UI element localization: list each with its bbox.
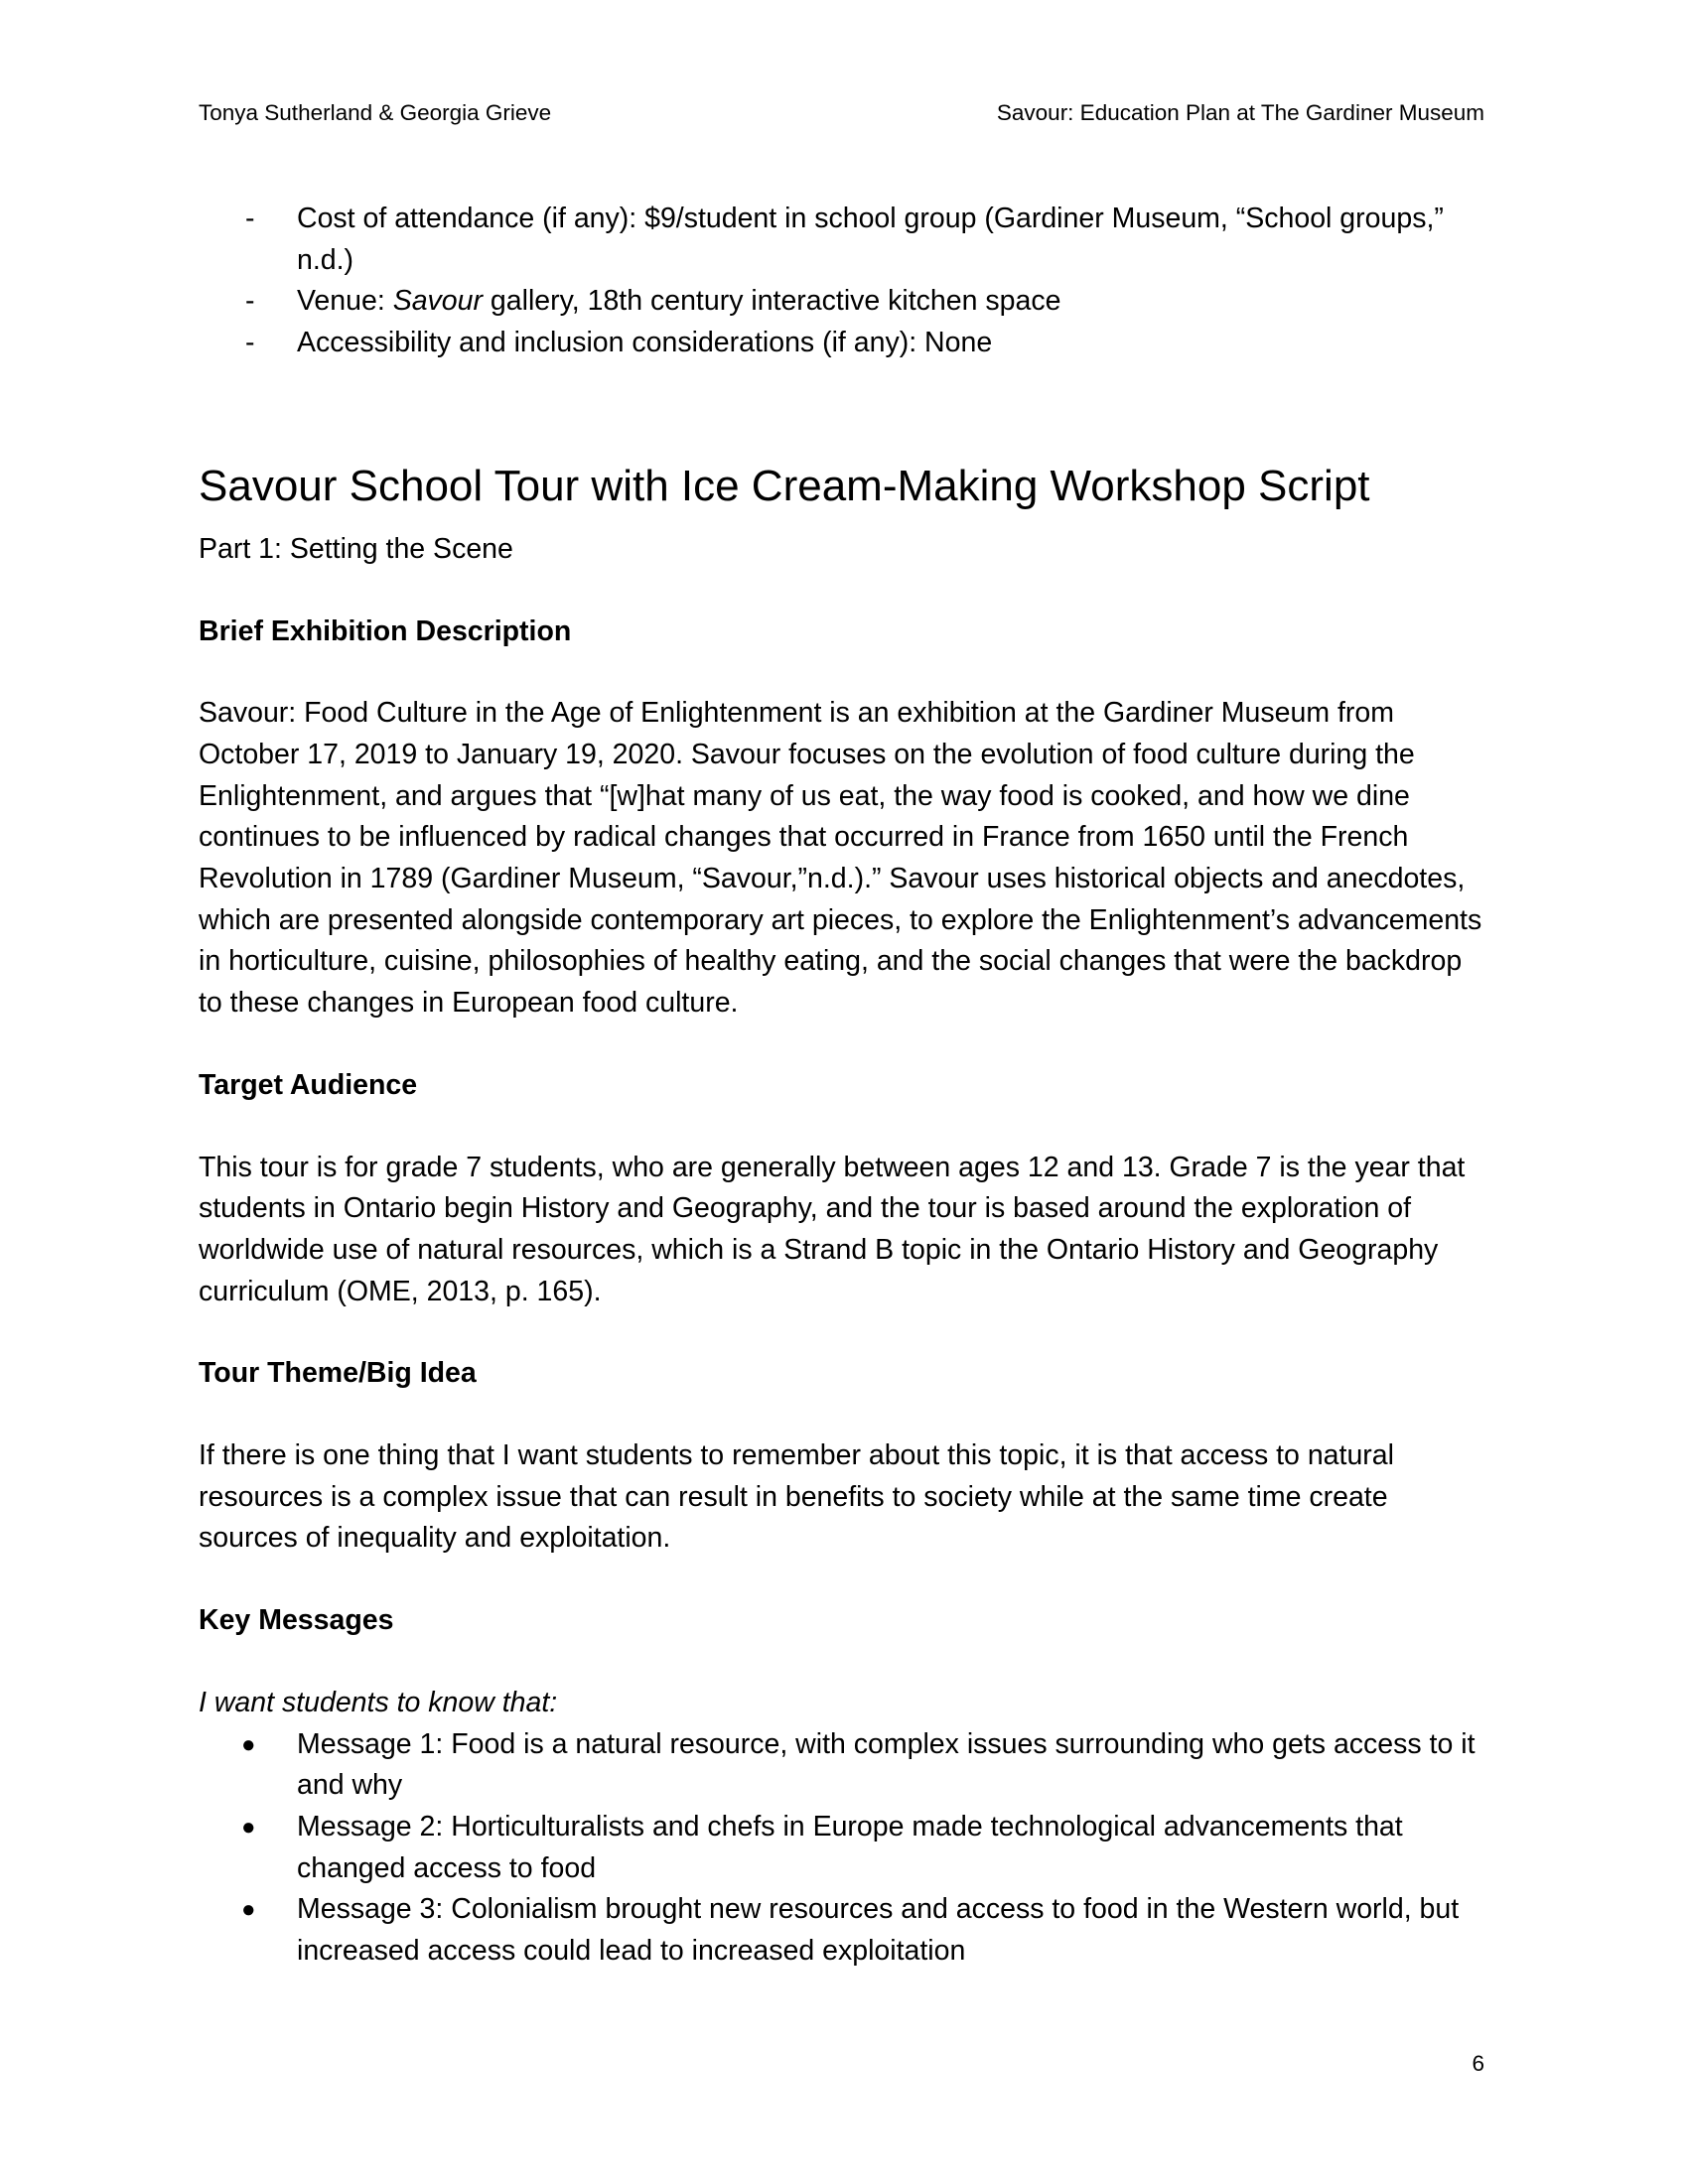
venue-suffix: gallery, 18th century interactive kitchen space (483, 285, 1061, 318)
header-authors: Tonya Sutherland & Georgia Grieve (199, 100, 552, 125)
accessibility-text: Accessibility and inclusion considerations (if any): None (297, 327, 993, 359)
key-messages-heading: Key Messages (199, 1604, 394, 1637)
bullet-marker: ● (241, 1730, 256, 1758)
list-item (199, 1807, 1489, 1889)
exhibition-description: Savour: Food Culture in the Age of Enlightenment is an exhibition at the Gardiner Museum from October 17, 2019 to January 19, 2020. Savour focuses on the evolution of food culture during the Enlightenment, and argues that “[w]hat many of us eat, the way food is cooked, and how we dine continues to be influenced by radical changes that occurred in France from 1650 until the French Revolution in 1789 (Gardiner Museum, “Savour,”n.d.).” Savour uses historical objects and anecdotes, which are presented alongside contemporary art pieces, to explore the Enlightenment’s advancements in horticulture, cuisine, philosophies of healthy eating, and the social changes that were the backdrop to these changes in European food culture. (199, 697, 1482, 1020)
exhibition-heading: Brief Exhibition Description (199, 614, 572, 647)
theme-description: If there is one thing that I want students to remember about this topic, it is that access to natural resources is a complex issue that can result in benefits to society while at the same time create sources of inequality and exploitation. (199, 1439, 1394, 1555)
list-item (199, 1889, 1489, 1972)
audience-heading: Target Audience (199, 1068, 418, 1101)
dash-marker: - (245, 203, 255, 234)
message-text: Message 2: Horticulturalists and chefs in Europe made technological advancements that changed access to food (297, 1810, 1403, 1884)
message-text: Message 1: Food is a natural resource, with complex issues surrounding who gets access to it and why (297, 1727, 1476, 1802)
logistics-item-venue (199, 281, 1489, 323)
header-document-title: Savour: Education Plan at The Gardiner Museum (996, 100, 1484, 125)
dash-marker: - (245, 327, 255, 359)
section-title: Savour School Tour with Ice Cream-Making Workshop Script (199, 461, 1370, 510)
page-content (199, 199, 1489, 1973)
dash-marker: - (245, 285, 255, 318)
cost-text: Cost of attendance (if any): $9/student in school group (Gardiner Museum, “School groups,” n.d.) (297, 203, 1444, 276)
part-label: Part 1: Setting the Scene (199, 532, 513, 565)
key-messages-intro: I want students to know that: (199, 1686, 558, 1718)
audience-description: This tour is for grade 7 students, who are generally between ages 12 and 13. Grade 7 is the year that students in Ontario begin History and Geography, and the tour is based around the exploration of worldwide use of natural resources, which is a Strand B topic in the Ontario History and Geography curriculum (OME, 2013, p. 165). (199, 1151, 1466, 1307)
bullet-marker: ● (241, 1896, 256, 1924)
venue-prefix: Venue: (297, 285, 393, 318)
list-item (199, 1724, 1489, 1807)
logistics-list (199, 199, 1489, 364)
running-header (199, 99, 1484, 127)
venue-exhibition-name: Savour (392, 285, 483, 318)
message-text: Message 3: Colonialism brought new resources and access to food in the Western world, but increased access could lead to increased exploitation (297, 1893, 1460, 1968)
theme-heading: Tour Theme/Big Idea (199, 1357, 477, 1390)
logistics-item-cost (199, 199, 1489, 281)
key-messages-list (199, 1724, 1489, 1973)
logistics-item-accessibility (199, 323, 1489, 364)
page-number: 6 (1472, 2051, 1484, 2076)
bullet-marker: ● (241, 1813, 256, 1841)
